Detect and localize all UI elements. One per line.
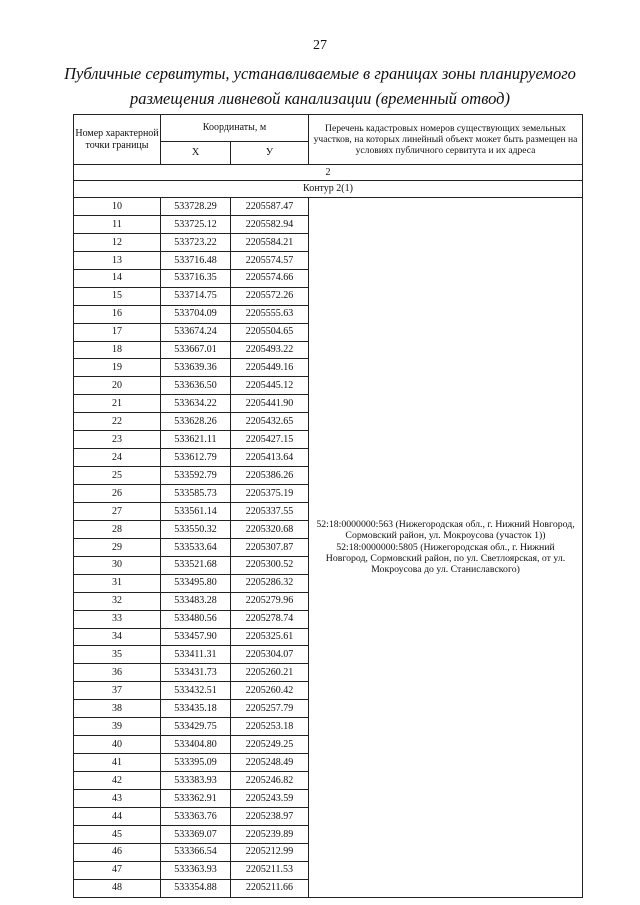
point-number-cell: 23 xyxy=(74,431,161,449)
x-coordinate-cell: 533480.56 xyxy=(161,610,231,628)
x-coordinate-cell: 533674.24 xyxy=(161,323,231,341)
y-coordinate-cell: 2205212.99 xyxy=(231,843,309,861)
y-coordinate-cell: 2205249.25 xyxy=(231,736,309,754)
column-number-row xyxy=(74,165,583,181)
x-coordinate-cell: 533723.22 xyxy=(161,233,231,251)
y-coordinate-cell: 2205574.57 xyxy=(231,251,309,269)
x-coordinate-cell: 533432.51 xyxy=(161,682,231,700)
header-y: У xyxy=(231,142,309,165)
y-coordinate-cell: 2205432.65 xyxy=(231,413,309,431)
table-body xyxy=(74,115,583,898)
y-coordinate-cell: 2205320.68 xyxy=(231,520,309,538)
x-coordinate-cell: 533667.01 xyxy=(161,341,231,359)
point-number-cell: 13 xyxy=(74,251,161,269)
document-title xyxy=(40,61,600,111)
x-coordinate-cell: 533621.11 xyxy=(161,431,231,449)
y-coordinate-cell: 2205427.15 xyxy=(231,431,309,449)
y-coordinate-cell: 2205413.64 xyxy=(231,449,309,467)
x-coordinate-cell: 533362.91 xyxy=(161,789,231,807)
x-coordinate-cell: 533495.80 xyxy=(161,574,231,592)
point-number-cell: 36 xyxy=(74,664,161,682)
point-number-cell: 10 xyxy=(74,198,161,216)
x-coordinate-cell: 533634.22 xyxy=(161,395,231,413)
point-number-cell: 41 xyxy=(74,754,161,772)
x-coordinate-cell: 533457.90 xyxy=(161,628,231,646)
x-coordinate-cell: 533612.79 xyxy=(161,449,231,467)
x-coordinate-cell: 533363.76 xyxy=(161,807,231,825)
y-coordinate-cell: 2205337.55 xyxy=(231,502,309,520)
y-coordinate-cell: 2205278.74 xyxy=(231,610,309,628)
y-coordinate-cell: 2205253.18 xyxy=(231,718,309,736)
x-coordinate-cell: 533639.36 xyxy=(161,359,231,377)
x-coordinate-cell: 533592.79 xyxy=(161,467,231,485)
contour-row xyxy=(74,181,583,198)
point-number-cell: 15 xyxy=(74,287,161,305)
y-coordinate-cell: 2205257.79 xyxy=(231,700,309,718)
x-coordinate-cell: 533429.75 xyxy=(161,718,231,736)
point-number-cell: 26 xyxy=(74,485,161,503)
point-number-cell: 17 xyxy=(74,323,161,341)
y-coordinate-cell: 2205574.66 xyxy=(231,269,309,287)
y-coordinate-cell: 2205246.82 xyxy=(231,772,309,790)
y-coordinate-cell: 2205238.97 xyxy=(231,807,309,825)
x-coordinate-cell: 533533.64 xyxy=(161,538,231,556)
point-number-cell: 46 xyxy=(74,843,161,861)
point-number-cell: 31 xyxy=(74,574,161,592)
point-number-cell: 33 xyxy=(74,610,161,628)
x-coordinate-cell: 533714.75 xyxy=(161,287,231,305)
point-number-cell: 24 xyxy=(74,449,161,467)
y-coordinate-cell: 2205300.52 xyxy=(231,556,309,574)
title-line-1: Публичные сервитуты, устанавливаемые в границах зоны планируемого xyxy=(64,64,576,83)
y-coordinate-cell: 2205504.65 xyxy=(231,323,309,341)
header-cadastral-list: Перечень кадастровых номеров существующих земельных участков, на которых линейный объект может быть размещен на условиях публичного сервитута и их адреса xyxy=(309,115,583,165)
x-coordinate-cell: 533521.68 xyxy=(161,556,231,574)
x-coordinate-cell: 533404.80 xyxy=(161,736,231,754)
y-coordinate-cell: 2205260.42 xyxy=(231,682,309,700)
x-coordinate-cell: 533728.29 xyxy=(161,198,231,216)
point-number-cell: 43 xyxy=(74,789,161,807)
table-row xyxy=(74,198,583,216)
header-point-number: Номер характерной точки границы xyxy=(74,115,161,165)
x-coordinate-cell: 533383.93 xyxy=(161,772,231,790)
title-line-2: размещения ливневой канализации (временный отвод) xyxy=(129,89,511,108)
point-number-cell: 38 xyxy=(74,700,161,718)
point-number-cell: 39 xyxy=(74,718,161,736)
point-number-cell: 47 xyxy=(74,861,161,879)
column-number: 2 xyxy=(74,165,583,181)
point-number-cell: 16 xyxy=(74,305,161,323)
y-coordinate-cell: 2205260.21 xyxy=(231,664,309,682)
x-coordinate-cell: 533366.54 xyxy=(161,843,231,861)
y-coordinate-cell: 2205211.66 xyxy=(231,879,309,897)
point-number-cell: 44 xyxy=(74,807,161,825)
point-number-cell: 34 xyxy=(74,628,161,646)
page-number: 27 xyxy=(313,38,327,53)
x-coordinate-cell: 533483.28 xyxy=(161,592,231,610)
point-number-cell: 28 xyxy=(74,520,161,538)
x-coordinate-cell: 533354.88 xyxy=(161,879,231,897)
x-coordinate-cell: 533704.09 xyxy=(161,305,231,323)
point-number-cell: 37 xyxy=(74,682,161,700)
y-coordinate-cell: 2205279.96 xyxy=(231,592,309,610)
y-coordinate-cell: 2205582.94 xyxy=(231,215,309,233)
y-coordinate-cell: 2205243.59 xyxy=(231,789,309,807)
servitude-table xyxy=(73,114,583,898)
x-coordinate-cell: 533435.18 xyxy=(161,700,231,718)
x-coordinate-cell: 533369.07 xyxy=(161,825,231,843)
x-coordinate-cell: 533585.73 xyxy=(161,485,231,503)
point-number-cell: 11 xyxy=(74,215,161,233)
point-number-cell: 27 xyxy=(74,502,161,520)
y-coordinate-cell: 2205304.07 xyxy=(231,646,309,664)
header-coordinates: Координаты, м xyxy=(161,115,309,142)
x-coordinate-cell: 533628.26 xyxy=(161,413,231,431)
y-coordinate-cell: 2205587.47 xyxy=(231,198,309,216)
y-coordinate-cell: 2205493.22 xyxy=(231,341,309,359)
x-coordinate-cell: 533716.35 xyxy=(161,269,231,287)
y-coordinate-cell: 2205307.87 xyxy=(231,538,309,556)
point-number-cell: 14 xyxy=(74,269,161,287)
y-coordinate-cell: 2205572.26 xyxy=(231,287,309,305)
y-coordinate-cell: 2205239.89 xyxy=(231,825,309,843)
point-number-cell: 42 xyxy=(74,772,161,790)
point-number-cell: 40 xyxy=(74,736,161,754)
y-coordinate-cell: 2205375.19 xyxy=(231,485,309,503)
x-coordinate-cell: 533411.31 xyxy=(161,646,231,664)
y-coordinate-cell: 2205248.49 xyxy=(231,754,309,772)
x-coordinate-cell: 533550.32 xyxy=(161,520,231,538)
x-coordinate-cell: 533725.12 xyxy=(161,215,231,233)
point-number-cell: 48 xyxy=(74,879,161,897)
header-row-1 xyxy=(74,115,583,142)
cadastral-description: 52:18:0000000:563 (Нижегородская обл., г. Нижний Новгород, Сормовский район, ул. Мокроусова (участок 1)) 52:18:0000000:5805 (Нижегородская обл., г. Нижний Новгород, Сормовский район, по ул. Светлоярская, от ул. Мокроусова до ул. Станиславского) xyxy=(309,198,583,898)
point-number-cell: 32 xyxy=(74,592,161,610)
point-number-cell: 21 xyxy=(74,395,161,413)
contour-label: Контур 2(1) xyxy=(74,181,583,198)
point-number-cell: 12 xyxy=(74,233,161,251)
point-number-cell: 18 xyxy=(74,341,161,359)
y-coordinate-cell: 2205325.61 xyxy=(231,628,309,646)
point-number-cell: 25 xyxy=(74,467,161,485)
y-coordinate-cell: 2205584.21 xyxy=(231,233,309,251)
point-number-cell: 22 xyxy=(74,413,161,431)
point-number-cell: 29 xyxy=(74,538,161,556)
y-coordinate-cell: 2205211.53 xyxy=(231,861,309,879)
point-number-cell: 30 xyxy=(74,556,161,574)
x-coordinate-cell: 533716.48 xyxy=(161,251,231,269)
y-coordinate-cell: 2205441.90 xyxy=(231,395,309,413)
x-coordinate-cell: 533363.93 xyxy=(161,861,231,879)
x-coordinate-cell: 533395.09 xyxy=(161,754,231,772)
point-number-cell: 45 xyxy=(74,825,161,843)
y-coordinate-cell: 2205555.63 xyxy=(231,305,309,323)
y-coordinate-cell: 2205449.16 xyxy=(231,359,309,377)
x-coordinate-cell: 533636.50 xyxy=(161,377,231,395)
y-coordinate-cell: 2205286.32 xyxy=(231,574,309,592)
point-number-cell: 19 xyxy=(74,359,161,377)
y-coordinate-cell: 2205386.26 xyxy=(231,467,309,485)
point-number-cell: 20 xyxy=(74,377,161,395)
x-coordinate-cell: 533431.73 xyxy=(161,664,231,682)
header-x: X xyxy=(161,142,231,165)
x-coordinate-cell: 533561.14 xyxy=(161,502,231,520)
y-coordinate-cell: 2205445.12 xyxy=(231,377,309,395)
point-number-cell: 35 xyxy=(74,646,161,664)
